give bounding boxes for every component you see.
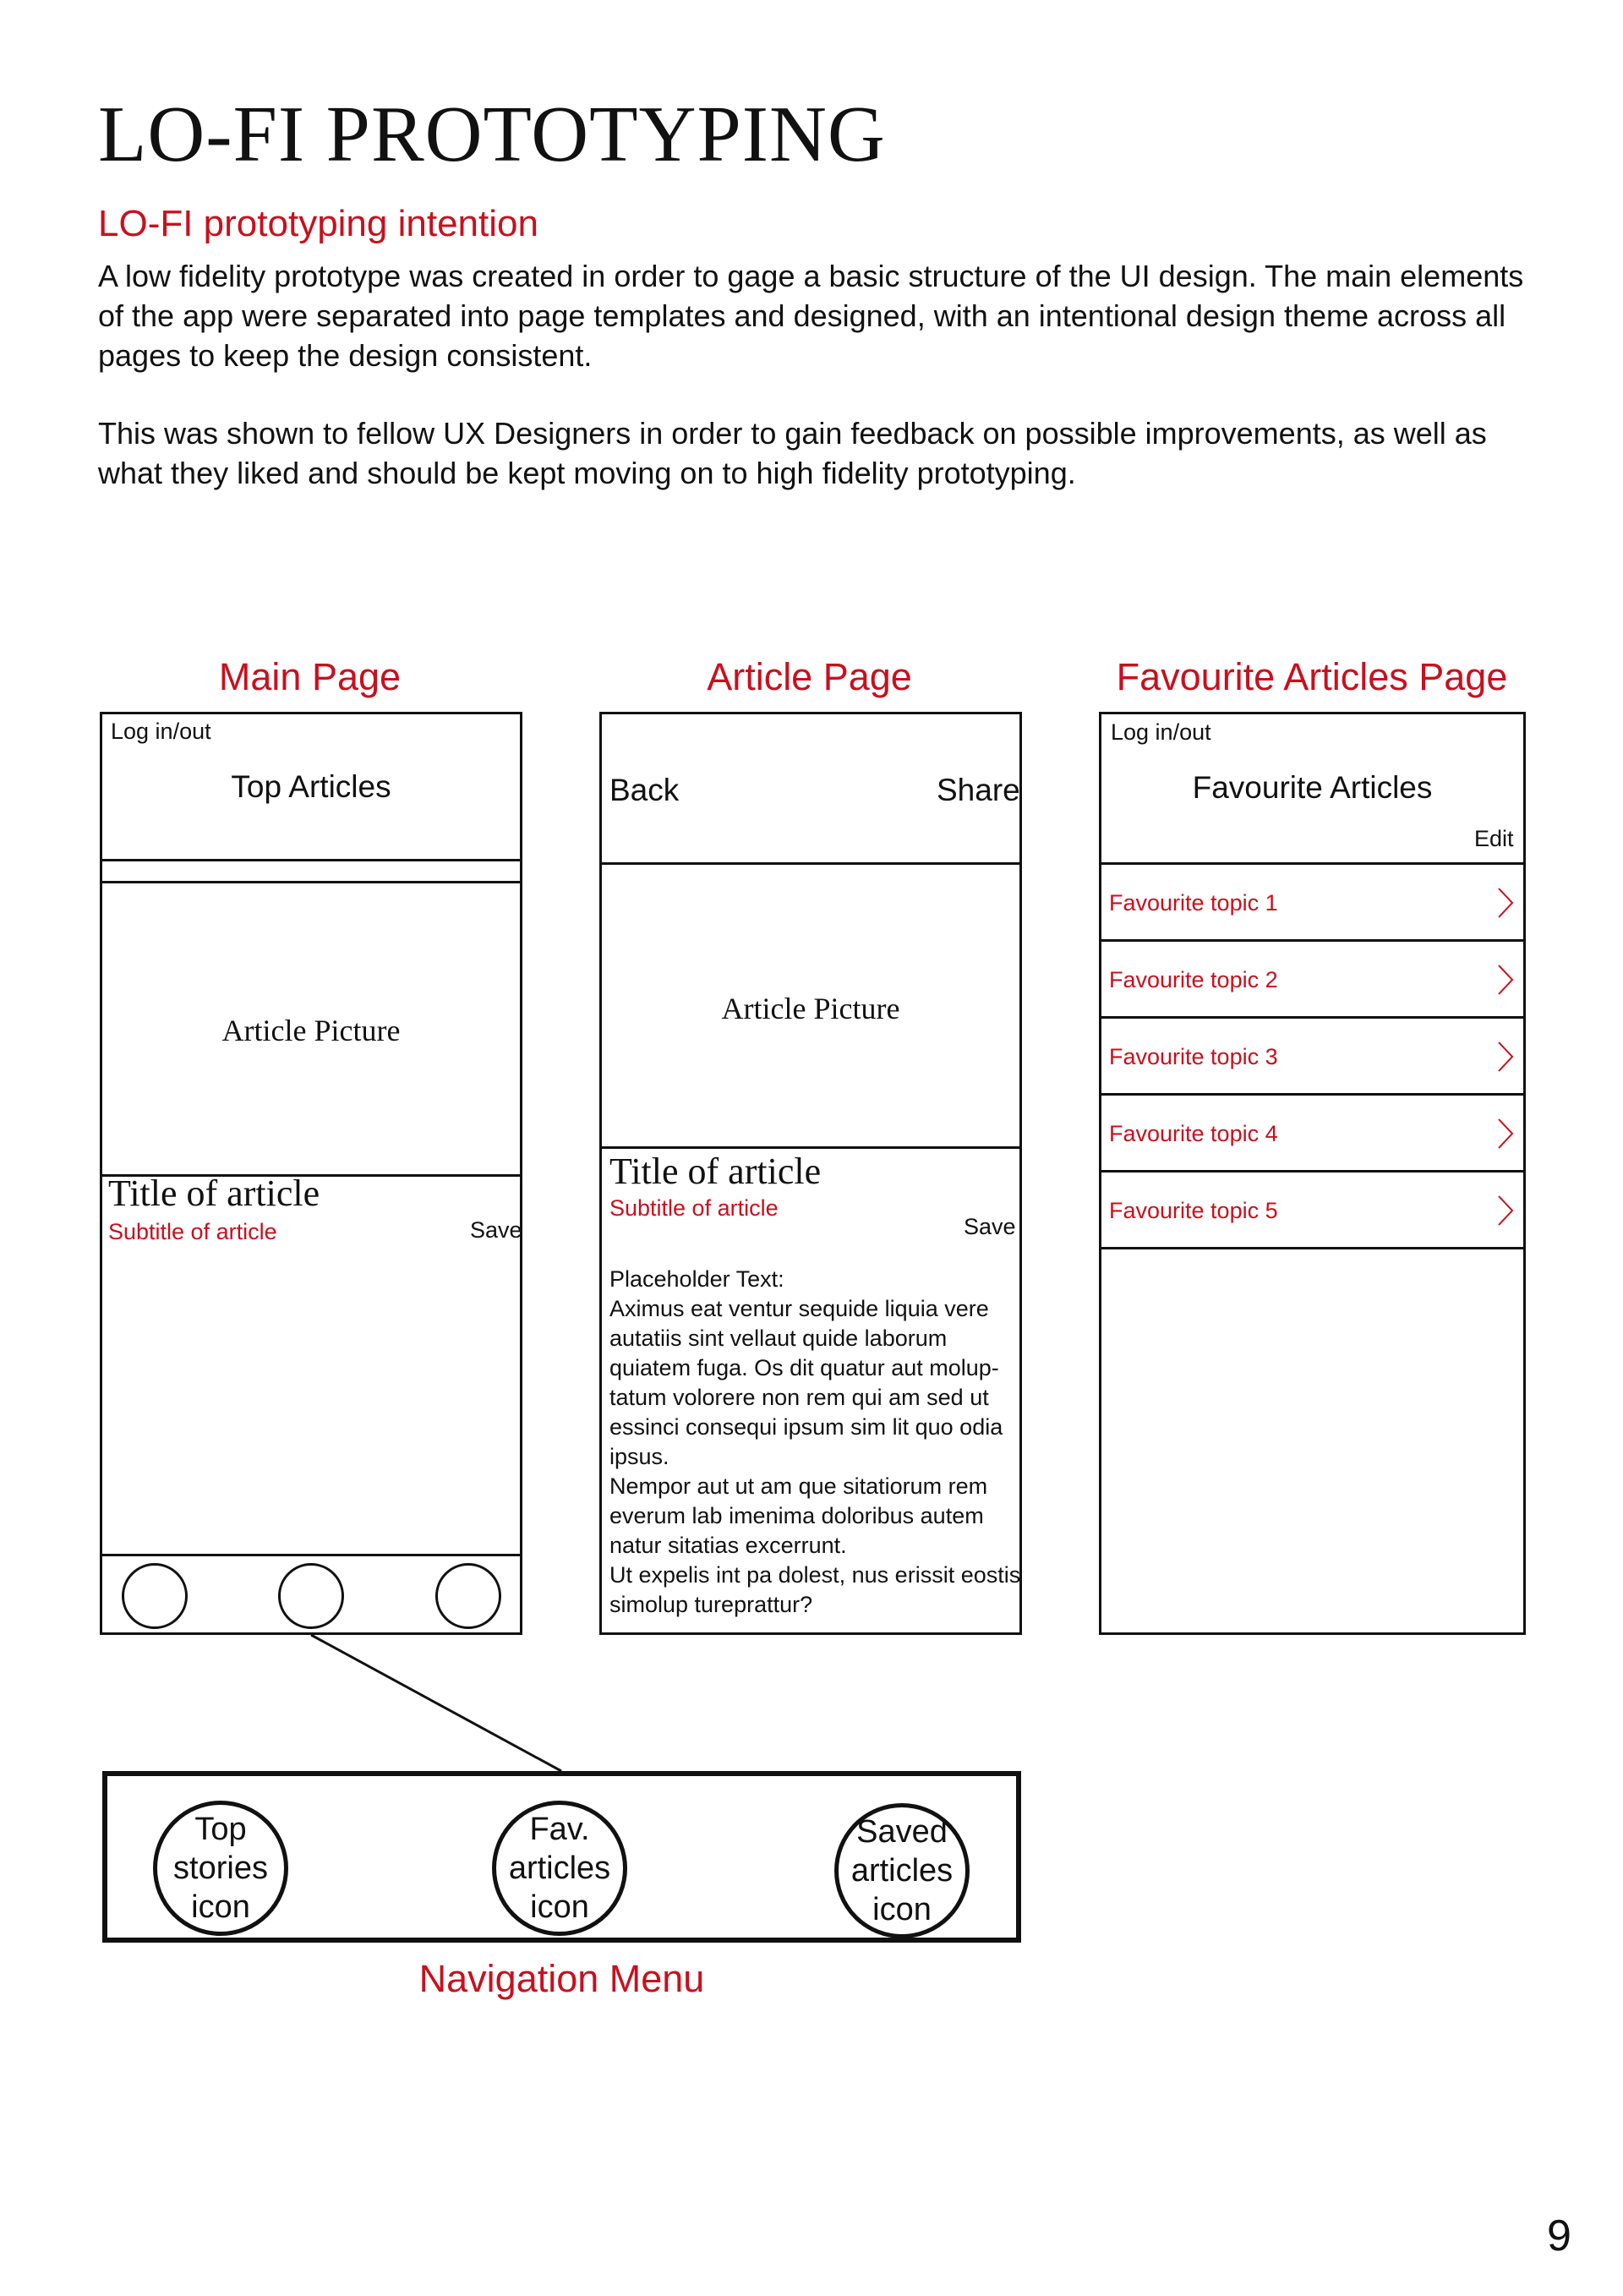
main-picture-label: Article Picture bbox=[221, 1014, 401, 1047]
main-article-title[interactable]: Title of article bbox=[108, 1173, 320, 1214]
favourite-topic-label: Favourite topic 3 bbox=[1109, 1044, 1278, 1069]
saved-articles-icon[interactable]: Saved articles icon bbox=[834, 1803, 970, 1938]
article-header-divider bbox=[599, 862, 1022, 865]
main-page-label: Main Page bbox=[218, 655, 402, 698]
intro-heading: LO-FI prototyping intention bbox=[98, 203, 538, 244]
main-login-link[interactable]: Log in/out bbox=[111, 719, 211, 744]
chevron-right-icon bbox=[1496, 1040, 1515, 1074]
article-picture-label: Article Picture bbox=[721, 992, 900, 1025]
favourites-page-label: Favourite Articles Page bbox=[1116, 655, 1508, 698]
chevron-right-icon bbox=[1496, 1194, 1515, 1227]
favourites-edit-button[interactable]: Edit bbox=[1474, 826, 1514, 851]
favourite-topic-row[interactable] bbox=[1101, 1019, 1523, 1096]
favourite-topic-row[interactable] bbox=[1101, 1173, 1523, 1249]
chevron-right-icon bbox=[1496, 963, 1515, 997]
main-save-button[interactable]: Save bbox=[470, 1217, 522, 1243]
favourites-login-link[interactable]: Log in/out bbox=[1111, 719, 1211, 745]
top-stories-icon[interactable]: Top stories icon bbox=[153, 1801, 288, 1936]
article-share-button[interactable]: Share bbox=[937, 773, 1020, 807]
article-page-label: Article Page bbox=[707, 655, 912, 698]
article-back-button[interactable]: Back bbox=[609, 773, 680, 807]
chevron-right-icon bbox=[1496, 886, 1515, 920]
main-article-subtitle: Subtitle of article bbox=[108, 1219, 277, 1244]
fav-articles-icon[interactable]: Fav. articles icon bbox=[492, 1801, 627, 1936]
article-title: Title of article bbox=[609, 1151, 822, 1192]
chevron-right-icon bbox=[1496, 1117, 1515, 1151]
favourites-header-title: Favourite Articles bbox=[1192, 770, 1433, 805]
main-header-title: Top Articles bbox=[231, 769, 391, 804]
favourite-topic-row[interactable] bbox=[1101, 1096, 1523, 1173]
article-body-text: Placeholder Text: Aximus eat ventur sequide liquia vere autatiis sint vellaut quide laborum quiatem fuga. Os dit quatur aut molup- tatum volorere non rem qui am sed ut essinci consequi ipsum sim lit quo odia ipsus. Nempor aut ut am que sitatiorum rem everum lab imenima doloribus autem natur sitatias excerrunt. Ut expelis int pa dolest, nus erissit eostis simolup tureprattur? bbox=[609, 1266, 1021, 1617]
article-save-button[interactable]: Save bbox=[964, 1214, 1016, 1239]
page-number: 9 bbox=[1547, 2211, 1571, 2260]
intro-paragraph-2: This was shown to fellow UX Designers in order to gain feedback on possible improvements, as well as what they liked and should be kept moving on to high fidelity prototyping. bbox=[98, 416, 1487, 490]
article-picture-divider bbox=[599, 1146, 1022, 1149]
favourite-topic-label: Favourite topic 4 bbox=[1109, 1121, 1278, 1146]
favourite-topic-row[interactable] bbox=[1101, 865, 1523, 942]
favourite-topic-label: Favourite topic 5 bbox=[1109, 1198, 1278, 1223]
navigation-menu-label: Navigation Menu bbox=[418, 1957, 705, 2000]
favourite-topic-label: Favourite topic 2 bbox=[1109, 967, 1278, 992]
page-title: LO-FI PROTOTYPING bbox=[98, 90, 886, 178]
article-subtitle: Subtitle of article bbox=[609, 1195, 779, 1221]
favourite-topic-label: Favourite topic 1 bbox=[1109, 890, 1278, 916]
favourite-topic-row[interactable] bbox=[1101, 942, 1523, 1019]
intro-paragraph-1: A low fidelity prototype was created in order to gage a basic structure of the UI design. The main elements of the app were separated into page templates and designed, with an intentional design theme across all pages to keep the design consistent. bbox=[98, 259, 1524, 373]
